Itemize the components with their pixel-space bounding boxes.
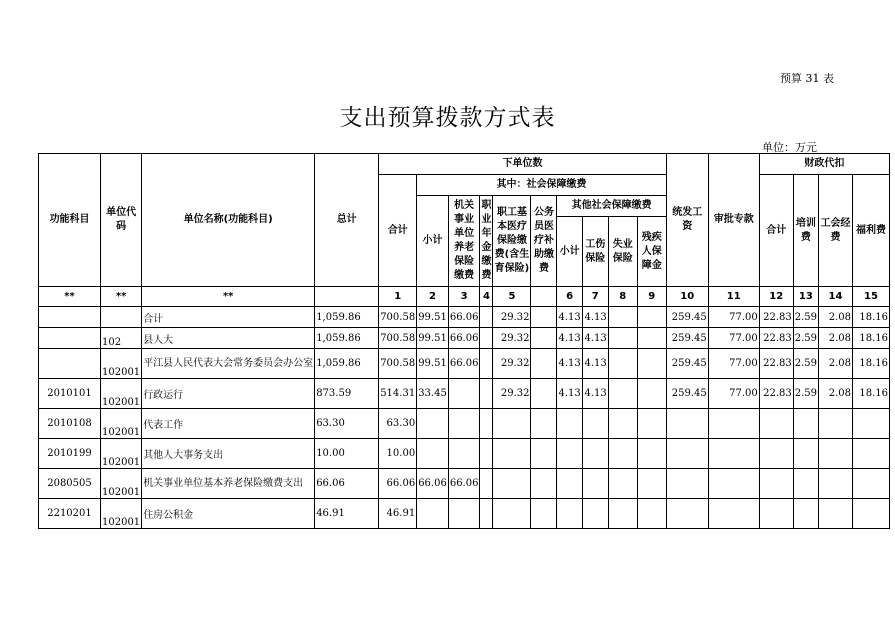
page-title: 支出预算拨款方式表: [339, 105, 556, 131]
value-cell: 2.59: [793, 379, 818, 409]
value-cell: 2.59: [793, 307, 818, 328]
value-cell: 66.06: [417, 469, 449, 499]
value-cell: [608, 349, 637, 379]
value-cell: 66.06: [448, 349, 480, 379]
unit-label: 单位：万元: [762, 141, 817, 154]
value-cell: [759, 469, 793, 499]
value-cell: 99.51: [417, 349, 449, 379]
value-cell: [417, 499, 449, 529]
header-civil-medical: 公务员医疗补助缴费: [531, 196, 557, 287]
unit-code-cell: 102001: [101, 439, 142, 469]
value-cell: 4.13: [582, 349, 608, 379]
value-cell: [637, 349, 666, 379]
value-cell: 29.32: [493, 328, 531, 349]
value-cell: 77.00: [708, 379, 759, 409]
value-cell: 259.45: [666, 379, 708, 409]
value-cell: 10.00: [379, 439, 417, 469]
table-row: [39, 328, 890, 349]
header-func-subject: 功能科目: [39, 154, 101, 287]
value-cell: [608, 499, 637, 529]
index-cell: **: [101, 287, 142, 307]
value-cell: [480, 439, 493, 469]
value-cell: [493, 439, 531, 469]
index-cell: 11: [708, 287, 759, 307]
func-subject-cell: [39, 328, 101, 349]
value-cell: 1,059.86: [315, 349, 379, 379]
value-cell: [493, 499, 531, 529]
value-cell: [637, 307, 666, 328]
header-f-total: 合计: [759, 175, 793, 287]
table-body: [39, 307, 890, 529]
value-cell: [608, 379, 637, 409]
value-cell: [793, 409, 818, 439]
budget-table: [38, 153, 890, 529]
index-cell: 2: [417, 287, 449, 307]
index-cell: 8: [608, 287, 637, 307]
value-cell: [793, 439, 818, 469]
value-cell: 4.13: [557, 349, 582, 379]
func-subject-cell: 2010108: [39, 409, 101, 439]
value-cell: [853, 409, 890, 439]
value-cell: [531, 307, 557, 328]
value-cell: [417, 409, 449, 439]
header-approval: 审批专款: [708, 154, 759, 287]
value-cell: 77.00: [708, 328, 759, 349]
header-disabled: 残疾人保障金: [637, 217, 666, 287]
value-cell: 29.32: [493, 349, 531, 379]
header-subtotal-all: 合计: [379, 175, 417, 287]
table-row: [39, 307, 890, 328]
value-cell: [759, 409, 793, 439]
value-cell: [557, 499, 582, 529]
value-cell: 22.83: [759, 328, 793, 349]
value-cell: 29.32: [493, 379, 531, 409]
table-row: [39, 379, 890, 409]
table-row: [39, 439, 890, 469]
value-cell: [480, 469, 493, 499]
value-cell: [759, 439, 793, 469]
value-cell: 2.08: [819, 328, 853, 349]
value-cell: [480, 328, 493, 349]
value-cell: [819, 409, 853, 439]
unit-name-cell: 机关事业单位基本养老保险缴费支出: [142, 469, 315, 499]
value-cell: [531, 439, 557, 469]
value-cell: [666, 499, 708, 529]
func-subject-cell: [39, 307, 101, 328]
index-cell: 10: [666, 287, 708, 307]
index-cell: [315, 287, 379, 307]
value-cell: [637, 409, 666, 439]
value-cell: [480, 307, 493, 328]
value-cell: 4.13: [557, 307, 582, 328]
unit-code-cell: [101, 307, 142, 328]
value-cell: [637, 328, 666, 349]
unit-name-cell: 平江县人民代表大会常务委员会办公室: [142, 349, 315, 379]
header-other-subtotal: 小计: [557, 217, 582, 287]
value-cell: 514.31: [379, 379, 417, 409]
value-cell: 77.00: [708, 349, 759, 379]
table-header: [39, 154, 890, 307]
value-cell: [708, 439, 759, 469]
value-cell: 4.13: [557, 379, 582, 409]
value-cell: [448, 379, 480, 409]
value-cell: 2.59: [793, 349, 818, 379]
value-cell: 33.45: [417, 379, 449, 409]
header-lower-unit: 下单位数: [379, 154, 667, 175]
value-cell: [582, 409, 608, 439]
index-cell: 14: [819, 287, 853, 307]
index-cell: 7: [582, 287, 608, 307]
index-cell: 9: [637, 287, 666, 307]
index-cell: **: [142, 287, 315, 307]
value-cell: [480, 499, 493, 529]
value-cell: 46.91: [315, 499, 379, 529]
value-cell: 22.83: [759, 349, 793, 379]
value-cell: [608, 328, 637, 349]
header-union: 工会经费: [819, 175, 853, 287]
value-cell: [493, 469, 531, 499]
value-cell: 63.30: [379, 409, 417, 439]
value-cell: 2.59: [793, 328, 818, 349]
unit-name-cell: 住房公积金: [142, 499, 315, 529]
value-cell: [666, 469, 708, 499]
value-cell: 46.91: [379, 499, 417, 529]
value-cell: [637, 379, 666, 409]
value-cell: 63.30: [315, 409, 379, 439]
index-cell: 3: [448, 287, 480, 307]
value-cell: [759, 499, 793, 529]
page-label: 预算 31 表: [780, 72, 834, 85]
value-cell: [480, 379, 493, 409]
value-cell: 77.00: [708, 307, 759, 328]
table-row: [39, 469, 890, 499]
index-cell: 15: [853, 287, 890, 307]
unit-code-cell: 102001: [101, 409, 142, 439]
value-cell: [557, 409, 582, 439]
value-cell: 700.58: [379, 307, 417, 328]
header-pension: 机关事业单位养老保险缴费: [448, 196, 480, 287]
value-cell: 259.45: [666, 328, 708, 349]
value-cell: [480, 409, 493, 439]
value-cell: [608, 307, 637, 328]
header-welfare: 福利费: [853, 175, 890, 287]
unit-code-cell: 102: [101, 328, 142, 349]
value-cell: 259.45: [666, 349, 708, 379]
func-subject-cell: 2010199: [39, 439, 101, 469]
value-cell: [480, 349, 493, 379]
index-row: [39, 287, 890, 307]
value-cell: 4.13: [557, 328, 582, 349]
value-cell: [853, 469, 890, 499]
index-cell: 4: [480, 287, 493, 307]
value-cell: 22.83: [759, 307, 793, 328]
header-training: 培训费: [793, 175, 818, 287]
value-cell: 66.06: [448, 469, 480, 499]
header-salary: 统发工资: [666, 154, 708, 287]
value-cell: 700.58: [379, 328, 417, 349]
index-cell: **: [39, 287, 101, 307]
header-unemploy: 失业保险: [608, 217, 637, 287]
value-cell: 2.08: [819, 307, 853, 328]
value-cell: [853, 439, 890, 469]
index-cell: 12: [759, 287, 793, 307]
value-cell: [531, 349, 557, 379]
index-cell: 5: [493, 287, 531, 307]
value-cell: [531, 409, 557, 439]
value-cell: [531, 379, 557, 409]
header-unit-code: 单位代码: [101, 154, 142, 287]
value-cell: 700.58: [379, 349, 417, 379]
value-cell: 99.51: [417, 307, 449, 328]
value-cell: 873.59: [315, 379, 379, 409]
value-cell: [637, 469, 666, 499]
value-cell: [708, 499, 759, 529]
func-subject-cell: [39, 349, 101, 379]
value-cell: [582, 469, 608, 499]
header-other-ss: 其他社会保障缴费: [557, 196, 666, 217]
value-cell: 29.32: [493, 307, 531, 328]
header-fiscal: 财政代扣: [759, 154, 889, 175]
header-unit-name: 单位名称(功能科目): [142, 154, 315, 287]
unit-name-cell: 其他人大事务支出: [142, 439, 315, 469]
header-medical: 职工基本医疗保险缴费(含生育保险): [493, 196, 531, 287]
value-cell: [448, 439, 480, 469]
value-cell: [557, 439, 582, 469]
value-cell: 66.06: [448, 328, 480, 349]
value-cell: [608, 439, 637, 469]
value-cell: [448, 499, 480, 529]
unit-name-cell: 合计: [142, 307, 315, 328]
value-cell: 22.83: [759, 379, 793, 409]
table-row: [39, 409, 890, 439]
unit-code-cell: 102001: [101, 469, 142, 499]
index-cell: [531, 287, 557, 307]
unit-code-cell: 102001: [101, 499, 142, 529]
value-cell: [819, 499, 853, 529]
index-cell: 6: [557, 287, 582, 307]
value-cell: [531, 328, 557, 349]
header-ss-subtotal: 小计: [417, 196, 449, 287]
unit-code-cell: 102001: [101, 379, 142, 409]
value-cell: [708, 409, 759, 439]
value-cell: [582, 499, 608, 529]
value-cell: [666, 409, 708, 439]
value-cell: [493, 409, 531, 439]
value-cell: [708, 469, 759, 499]
value-cell: [608, 409, 637, 439]
value-cell: [531, 469, 557, 499]
value-cell: 1,059.86: [315, 307, 379, 328]
func-subject-cell: 2210201: [39, 499, 101, 529]
index-cell: 13: [793, 287, 818, 307]
unit-name-cell: 县人大: [142, 328, 315, 349]
value-cell: [819, 439, 853, 469]
value-cell: 1,059.86: [315, 328, 379, 349]
unit-code-cell: 102001: [101, 349, 142, 379]
value-cell: [608, 469, 637, 499]
value-cell: 4.13: [582, 379, 608, 409]
value-cell: 18.16: [853, 349, 890, 379]
func-subject-cell: 2010101: [39, 379, 101, 409]
value-cell: [448, 409, 480, 439]
value-cell: 18.16: [853, 328, 890, 349]
value-cell: 259.45: [666, 307, 708, 328]
header-injury: 工伤保险: [582, 217, 608, 287]
header-annuity: 职业年金缴费: [480, 196, 493, 287]
value-cell: [637, 499, 666, 529]
value-cell: [531, 499, 557, 529]
value-cell: [819, 469, 853, 499]
value-cell: 66.06: [448, 307, 480, 328]
value-cell: 99.51: [417, 328, 449, 349]
value-cell: 18.16: [853, 379, 890, 409]
func-subject-cell: 2080505: [39, 469, 101, 499]
value-cell: [557, 469, 582, 499]
value-cell: [666, 439, 708, 469]
value-cell: [417, 439, 449, 469]
value-cell: [853, 499, 890, 529]
value-cell: [637, 439, 666, 469]
value-cell: 4.13: [582, 307, 608, 328]
value-cell: [793, 469, 818, 499]
value-cell: [582, 439, 608, 469]
index-cell: 1: [379, 287, 417, 307]
table-row: [39, 499, 890, 529]
value-cell: 4.13: [582, 328, 608, 349]
unit-name-cell: 代表工作: [142, 409, 315, 439]
table-row: [39, 349, 890, 379]
value-cell: 2.08: [819, 349, 853, 379]
value-cell: 66.06: [315, 469, 379, 499]
unit-name-cell: 行政运行: [142, 379, 315, 409]
header-social-insurance: 其中：社会保障缴费: [417, 175, 667, 196]
value-cell: 10.00: [315, 439, 379, 469]
value-cell: [793, 499, 818, 529]
value-cell: 66.06: [379, 469, 417, 499]
value-cell: 18.16: [853, 307, 890, 328]
value-cell: 2.08: [819, 379, 853, 409]
header-total: 总计: [315, 154, 379, 287]
